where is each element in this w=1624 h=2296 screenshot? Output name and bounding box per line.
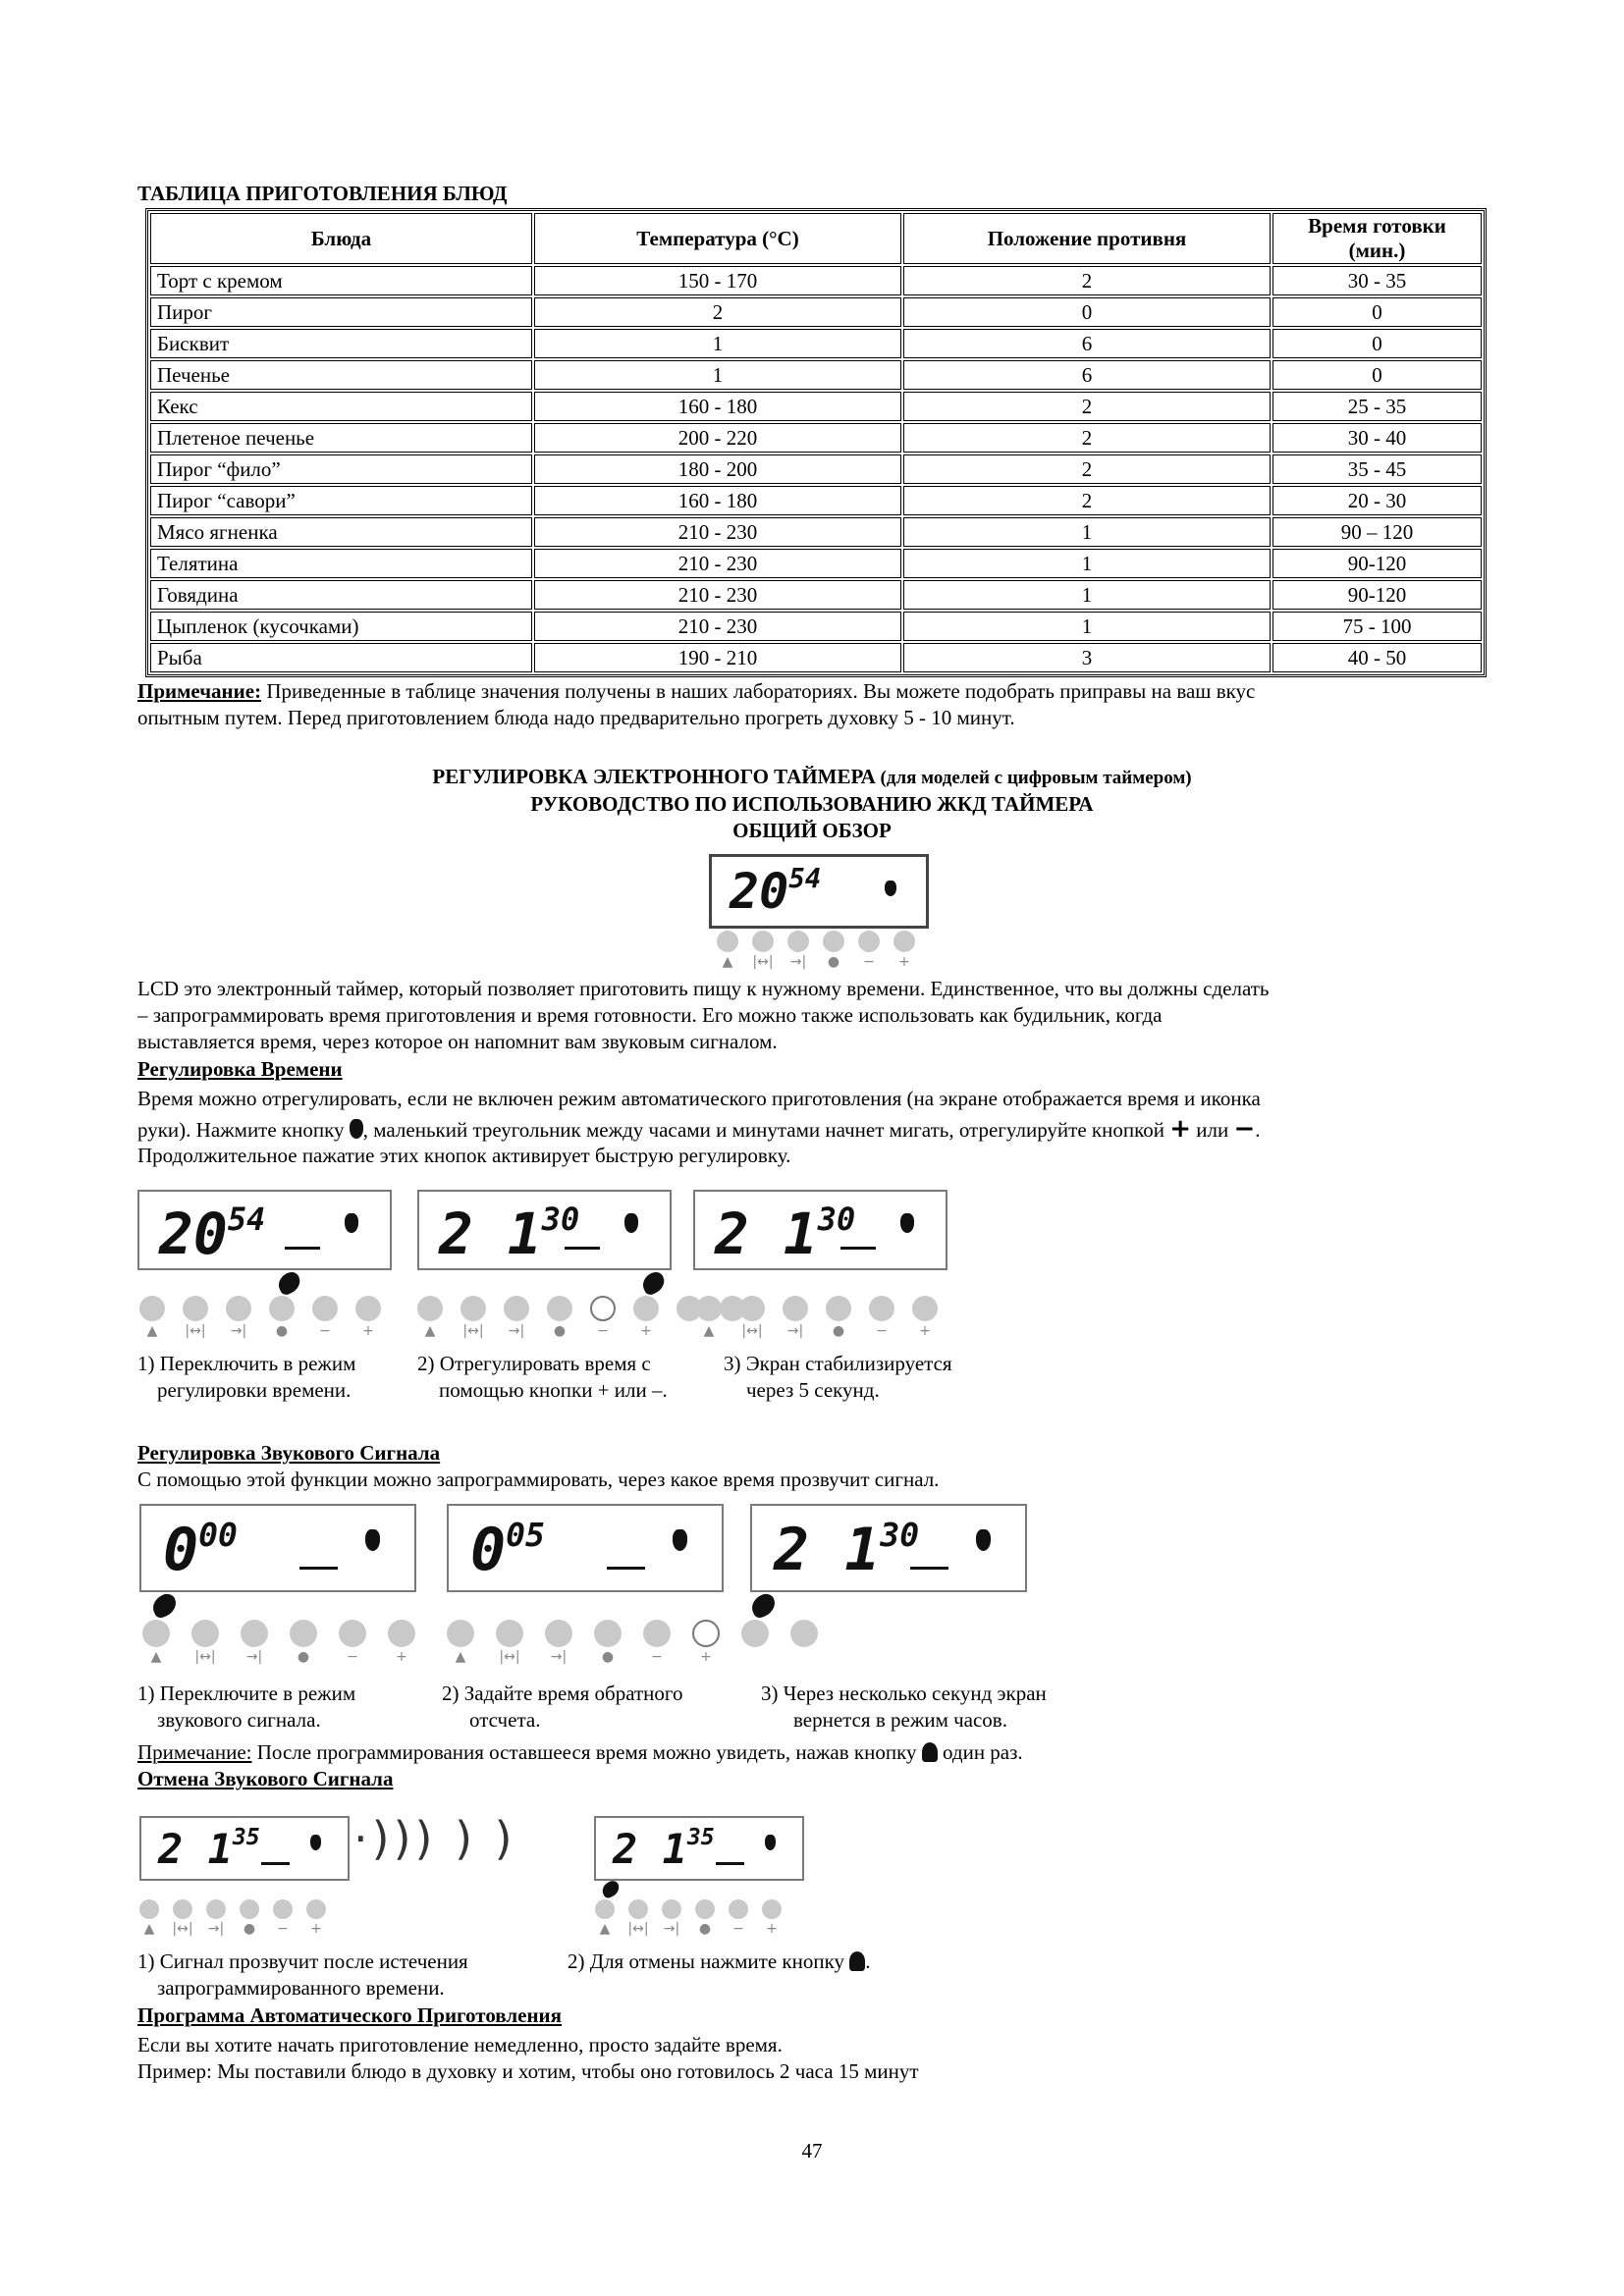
time-lcd-2 [417, 1190, 672, 1270]
timer-button[interactable] [762, 1899, 782, 1919]
timer-button[interactable] [306, 1899, 326, 1919]
pressing-finger-icon [748, 1590, 780, 1620]
button-symbol: →| [245, 1649, 263, 1665]
cell-time: 90 – 120 [1272, 517, 1482, 547]
cell-dish: Бисквит [150, 329, 532, 358]
button-symbol: ● [832, 1323, 845, 1339]
timer-button[interactable] [790, 1620, 818, 1647]
timer-button[interactable] [595, 1899, 615, 1919]
alarm-caption-2: 2) Задайте время обратного [442, 1682, 683, 1705]
cell-dish: Пирог “савори” [150, 486, 532, 515]
overview-heading: ОБЩИЙ ОБЗОР [732, 819, 892, 842]
button-symbol: ● [275, 1323, 289, 1339]
timer-button[interactable] [643, 1620, 671, 1647]
timer-button[interactable] [388, 1620, 415, 1647]
hand-icon [885, 881, 896, 896]
plus-icon: + [1169, 1114, 1192, 1144]
time-caption-3: 3) Экран стабилизируется [724, 1352, 952, 1375]
cell-temp: 180 - 200 [534, 454, 901, 484]
cell-temp: 210 - 230 [534, 612, 901, 641]
button-symbol: ● [827, 954, 840, 970]
button-symbol: |↔| [499, 1649, 520, 1665]
hand-icon [765, 1835, 776, 1850]
button-symbol: ▲ [722, 954, 733, 970]
table-row [150, 549, 1482, 578]
cell-time: 0 [1272, 329, 1482, 358]
lcd-underscore [261, 1862, 290, 1865]
cell-temp: 150 - 170 [534, 266, 901, 295]
cell-dish: Рыба [150, 643, 532, 672]
timer-button[interactable] [695, 1899, 715, 1919]
timer-button[interactable] [717, 931, 738, 952]
cell-pos: 6 [903, 329, 1271, 358]
timer-button[interactable] [241, 1620, 268, 1647]
timer-button[interactable] [460, 1296, 486, 1321]
cell-pos: 2 [903, 454, 1271, 484]
cell-dish: Торт с кремом [150, 266, 532, 295]
lcd-underscore [285, 1247, 320, 1250]
timer-button[interactable] [628, 1899, 648, 1919]
table-row [150, 329, 1482, 358]
button-symbol: + [898, 954, 910, 970]
button-symbol: + [640, 1323, 652, 1339]
cell-temp: 210 - 230 [534, 517, 901, 547]
button-symbol: + [919, 1323, 931, 1339]
auto-section-title: Программа Автоматического Приготовления [137, 2003, 563, 2027]
time-lcd-1 [137, 1190, 392, 1270]
cell-temp: 200 - 220 [534, 423, 901, 453]
timer-button[interactable] [191, 1620, 219, 1647]
pressing-finger-icon [600, 1879, 623, 1899]
button-symbol: ● [297, 1649, 310, 1665]
table-row [150, 517, 1482, 547]
button-symbol: |↔| [194, 1649, 216, 1665]
heading-main: РЕГУЛИРОВКА ЭЛЕКТРОННОГО ТАЙМЕРА [432, 765, 876, 788]
cell-temp: 1 [534, 329, 901, 358]
cell-time: 35 - 45 [1272, 454, 1482, 484]
cell-dish: Печенье [150, 360, 532, 390]
alarm-line-1: С помощью этой функции можно запрограммировать, через какое время прозвучит сигнал. [137, 1468, 940, 1491]
time-caption-1b: регулировки времени. [157, 1378, 352, 1402]
button-symbol: − [347, 1649, 358, 1665]
alarm-caption-2b: отсчета. [469, 1708, 541, 1732]
timer-button[interactable] [240, 1899, 259, 1919]
alarm-caption-1b: звукового сигнала. [157, 1708, 321, 1732]
button-symbol: − [863, 954, 875, 970]
button-symbol: ● [698, 1921, 712, 1937]
timer-button[interactable] [869, 1296, 894, 1321]
cell-pos: 6 [903, 360, 1271, 390]
pressing-finger-icon [275, 1269, 303, 1297]
timer-button[interactable] [739, 1296, 765, 1321]
header-dish: Блюда [150, 213, 532, 264]
button-symbol: →| [207, 1921, 225, 1937]
timer-button[interactable] [139, 1899, 159, 1919]
button-symbol: + [700, 1649, 712, 1665]
cancel-caption-2: 2) Для отмены нажмите кнопку . [568, 1949, 871, 1973]
timer-heading [0, 764, 1624, 791]
overview-lcd [709, 854, 929, 929]
time-line-2: руки). Нажмите кнопку , маленький треугольник между часами и минутами начнет мигать, отрегулируйте кнопкой + или −. [137, 1114, 1261, 1144]
alarm-lcd-1 [139, 1504, 416, 1592]
bell-icon [922, 1742, 938, 1762]
time-caption-2b: помощью кнопки + или –. [439, 1378, 668, 1402]
lcd-time: 2 $1^{30}$ [439, 1201, 580, 1267]
cell-time: 90-120 [1272, 580, 1482, 610]
button-symbol: ▲ [703, 1323, 715, 1339]
alarm-hand-icon [310, 1835, 321, 1850]
cell-temp: 160 - 180 [534, 392, 901, 421]
lcd-time: 2 $1^{35}$ [158, 1825, 260, 1873]
alarm-note: Примечание: После программирования оставшееся время можно увидеть, нажав кнопку один раз. [137, 1740, 1023, 1764]
cell-pos: 1 [903, 517, 1271, 547]
cell-dish: Пирог [150, 297, 532, 327]
button-symbol: ▲ [455, 1649, 466, 1665]
hand-button-icon [350, 1119, 363, 1139]
cell-pos: 1 [903, 612, 1271, 641]
table-header-row [150, 213, 1482, 264]
time-caption-3b: через 5 секунд. [746, 1378, 880, 1402]
cell-dish: Телятина [150, 549, 532, 578]
bell-icon [849, 1951, 865, 1971]
lcd-underscore [299, 1567, 338, 1570]
button-symbol: ● [243, 1921, 256, 1937]
button-symbol: |↔| [172, 1921, 193, 1937]
button-symbol: − [597, 1323, 609, 1339]
cell-temp: 2 [534, 297, 901, 327]
intro-line-2: – запрограммировать время приготовления и время готовности. Его можно также использовать как будильник, когда [137, 1003, 1163, 1027]
cell-time: 20 - 30 [1272, 486, 1482, 515]
cell-temp: 210 - 230 [534, 580, 901, 610]
cell-dish: Кекс [150, 392, 532, 421]
timer-button[interactable] [142, 1620, 170, 1647]
timer-button[interactable] [783, 1296, 808, 1321]
table-row [150, 360, 1482, 390]
note-label: Примечание: [137, 679, 262, 703]
alarm-lcd-2 [447, 1504, 724, 1592]
timer-button[interactable] [594, 1620, 622, 1647]
header-time: Время готовки (мин.) [1272, 213, 1482, 264]
timer-button[interactable] [912, 1296, 938, 1321]
cell-dish: Цыпленок (кусочками) [150, 612, 532, 641]
button-symbol: |↔| [462, 1323, 484, 1339]
timer-button[interactable] [729, 1899, 748, 1919]
lcd-underscore [910, 1567, 948, 1570]
button-symbol: − [876, 1323, 888, 1339]
intro-line-1: LCD это электронный таймер, который позволяет приготовить пищу к нужному времени. Единственное, что вы должны сделать [137, 977, 1270, 1000]
timer-button[interactable] [504, 1296, 529, 1321]
cell-time: 75 - 100 [1272, 612, 1482, 641]
timer-button[interactable] [858, 931, 880, 952]
cell-time: 0 [1272, 360, 1482, 390]
alarm-caption-3: 3) Через несколько секунд экран [761, 1682, 1047, 1705]
heading-sub: (для моделей с цифровым таймером) [875, 768, 1192, 788]
timer-button[interactable] [662, 1899, 681, 1919]
button-symbol: + [396, 1649, 407, 1665]
timer-button[interactable] [752, 931, 774, 952]
timer-button[interactable] [547, 1296, 572, 1321]
auto-line-2: Пример: Мы поставили блюдо в духовку и хотим, чтобы оно готовилось 2 часа 15 минут [137, 2059, 919, 2083]
timer-button[interactable] [417, 1296, 443, 1321]
hand-icon [624, 1213, 638, 1233]
timer-button[interactable] [692, 1620, 720, 1647]
cell-dish: Плетеное печенье [150, 423, 532, 453]
minus-icon: − [1233, 1114, 1256, 1144]
note-line-1 [137, 678, 1255, 705]
auto-line-1: Если вы хотите начать приготовление немедленно, просто задайте время. [137, 2033, 783, 2056]
cancel-lcd-2 [594, 1816, 804, 1881]
timer-button[interactable] [447, 1620, 474, 1647]
timer-button[interactable] [269, 1296, 295, 1321]
table-row [150, 297, 1482, 327]
lcd-time: 2 $1^{30}$ [774, 1516, 920, 1584]
table-row [150, 392, 1482, 421]
table-row [150, 454, 1482, 484]
button-symbol: ▲ [599, 1921, 611, 1937]
button-symbol: →| [786, 1323, 804, 1339]
button-symbol: − [651, 1649, 663, 1665]
cell-pos: 2 [903, 423, 1271, 453]
note-line-2: опытным путем. Перед приготовлением блюда надо предварительно прогреть духовку 5 - 10 минут. [137, 706, 1015, 729]
button-symbol: →| [230, 1323, 247, 1339]
manual-heading: РУКОВОДСТВО ПО ИСПОЛЬЗОВАНИЮ ЖКД ТАЙМЕРА [530, 792, 1094, 816]
sound-waves-icon: ·))) ) ) [353, 1812, 516, 1865]
cell-time: 30 - 35 [1272, 266, 1482, 295]
pressing-finger-icon [149, 1590, 181, 1620]
cancel-section-title: Отмена Звукового Сигнала [137, 1767, 394, 1790]
alarm-hand-icon [976, 1529, 991, 1551]
timer-button[interactable] [826, 1296, 851, 1321]
button-symbol: ▲ [146, 1323, 158, 1339]
button-symbol: |↔| [627, 1921, 649, 1937]
timer-button[interactable] [893, 931, 915, 952]
button-symbol: ● [553, 1323, 567, 1339]
alarm-hand-icon [365, 1529, 380, 1551]
timer-button[interactable] [206, 1899, 226, 1919]
lcd-time: $20^{54}$ [730, 863, 822, 920]
cell-pos: 1 [903, 549, 1271, 578]
table-row [150, 580, 1482, 610]
table-row [150, 486, 1482, 515]
cell-time: 90-120 [1272, 549, 1482, 578]
hand-icon [345, 1213, 358, 1233]
table-title: ТАБЛИЦА ПРИГОТОВЛЕНИЯ БЛЮД [137, 182, 508, 205]
timer-button[interactable] [787, 931, 809, 952]
time-caption-1: 1) Переключить в режим [137, 1352, 356, 1375]
cell-temp: 190 - 210 [534, 643, 901, 672]
timer-button[interactable] [183, 1296, 208, 1321]
lcd-time: $20^{54}$ [159, 1201, 266, 1267]
time-line-1: Время можно отрегулировать, если не включен режим автоматического приготовления (на экране отображается время и иконка [137, 1087, 1261, 1110]
button-symbol: →| [508, 1323, 525, 1339]
cell-time: 0 [1272, 297, 1482, 327]
cell-pos: 1 [903, 580, 1271, 610]
button-symbol: →| [550, 1649, 568, 1665]
timer-button[interactable] [339, 1620, 366, 1647]
button-symbol: |↔| [752, 954, 774, 970]
header-temp: Температура (°C) [534, 213, 901, 264]
timer-button[interactable] [290, 1620, 317, 1647]
hand-icon [900, 1213, 914, 1233]
cell-dish: Мясо ягненка [150, 517, 532, 547]
time-caption-2: 2) Отрегулировать время с [417, 1352, 651, 1375]
lcd-time: 2 $1^{35}$ [613, 1825, 715, 1873]
alarm-section-title: Регулировка Звукового Сигнала [137, 1441, 441, 1465]
lcd-time: $0^{00}$ [163, 1516, 238, 1584]
timer-button[interactable] [139, 1296, 165, 1321]
cancel-caption-1b: запрограммированного времени. [157, 1976, 445, 2000]
cell-time: 30 - 40 [1272, 423, 1482, 453]
button-symbol: + [766, 1921, 778, 1937]
alarm-hand-icon [673, 1529, 687, 1551]
table-row [150, 643, 1482, 672]
button-symbol: − [732, 1921, 744, 1937]
lcd-underscore [607, 1567, 645, 1570]
cell-temp: 1 [534, 360, 901, 390]
cell-time: 25 - 35 [1272, 392, 1482, 421]
timer-button[interactable] [823, 931, 844, 952]
timer-button[interactable] [696, 1296, 722, 1321]
button-symbol: − [277, 1921, 289, 1937]
button-symbol: →| [663, 1921, 680, 1937]
button-symbol: →| [789, 954, 807, 970]
cell-temp: 210 - 230 [534, 549, 901, 578]
timer-button[interactable] [226, 1296, 251, 1321]
lcd-underscore [716, 1862, 744, 1865]
cooking-table [145, 208, 1487, 677]
cancel-lcd-1 [139, 1816, 350, 1881]
timer-button[interactable] [496, 1620, 523, 1647]
table-row [150, 612, 1482, 641]
cell-dish: Пирог “фило” [150, 454, 532, 484]
cell-time: 40 - 50 [1272, 643, 1482, 672]
time-section-title: Регулировка Времени [137, 1057, 343, 1081]
page-number: 47 [801, 2139, 823, 2163]
timer-button[interactable] [545, 1620, 572, 1647]
header-position: Положение противня [903, 213, 1271, 264]
timer-button[interactable] [355, 1296, 381, 1321]
button-symbol: − [319, 1323, 331, 1339]
alarm-lcd-3 [750, 1504, 1027, 1592]
cell-pos: 2 [903, 392, 1271, 421]
pressing-finger-icon [639, 1269, 668, 1297]
timer-button[interactable] [312, 1296, 338, 1321]
alarm-caption-1: 1) Переключите в режим [137, 1682, 356, 1705]
timer-button[interactable] [633, 1296, 659, 1321]
button-symbol: |↔| [185, 1323, 206, 1339]
cell-pos: 2 [903, 486, 1271, 515]
button-symbol: + [362, 1323, 374, 1339]
intro-line-3: выставляется время, через которое он напомнит вам звуковым сигналом. [137, 1030, 778, 1053]
button-symbol: |↔| [741, 1323, 763, 1339]
timer-button[interactable] [173, 1899, 192, 1919]
button-symbol: + [310, 1921, 322, 1937]
cell-pos: 3 [903, 643, 1271, 672]
lcd-underscore [840, 1247, 876, 1250]
button-symbol: ▲ [424, 1323, 436, 1339]
table-row [150, 266, 1482, 295]
note-text: Приведенные в таблице значения получены в наших лабораториях. Вы можете подобрать приправы на ваш вкус [261, 679, 1256, 703]
cell-temp: 160 - 180 [534, 486, 901, 515]
time-lcd-3 [693, 1190, 947, 1270]
cell-pos: 0 [903, 297, 1271, 327]
lcd-underscore [565, 1247, 600, 1250]
table-row [150, 423, 1482, 453]
cell-dish: Говядина [150, 580, 532, 610]
timer-button[interactable] [273, 1899, 293, 1919]
time-line-3: Продолжительное пажатие этих кнопок активирует быструю регулировку. [137, 1144, 791, 1167]
cell-pos: 2 [903, 266, 1271, 295]
lcd-time: $0^{05}$ [470, 1516, 545, 1584]
button-symbol: ▲ [150, 1649, 162, 1665]
cancel-caption-1: 1) Сигнал прозвучит после истечения [137, 1949, 468, 1973]
lcd-time: 2 $1^{30}$ [715, 1201, 856, 1267]
alarm-caption-3b: вернется в режим часов. [793, 1708, 1007, 1732]
button-symbol: ● [601, 1649, 615, 1665]
timer-button[interactable] [590, 1296, 616, 1321]
button-symbol: ▲ [143, 1921, 155, 1937]
timer-button[interactable] [741, 1620, 769, 1647]
